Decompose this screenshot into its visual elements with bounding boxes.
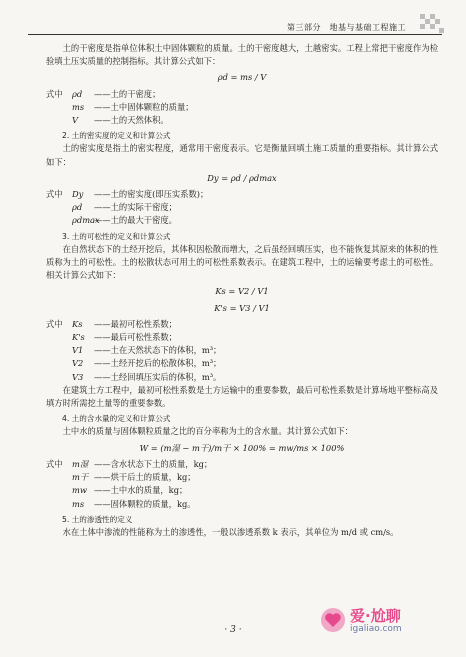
definitions-compactness bbox=[46, 188, 438, 228]
paragraph-looseness: 在自然状态下的土经开挖后，其体积因松散而增大，之后虽经回填压实，也不能恢复其原来的体积的性质称为土的可松性。土的松散状态可用土的可松性系数表示。在建筑工程中，土的运输要考虑土的可松性。相关计算公式如下： bbox=[46, 243, 438, 281]
checker-decoration bbox=[420, 14, 444, 34]
definition-row: V1 ——土在天然状态下的体积，m³； bbox=[72, 345, 222, 356]
section-heading-compactness: 2. 土的密实度的定义和计算公式 bbox=[62, 131, 171, 141]
definition-row: 式中 ρd ——土的干密度； bbox=[46, 88, 161, 99]
section-heading-moisture: 4. 土的含水量的定义和计算公式 bbox=[62, 414, 171, 424]
paragraph-looseness-usage: 在建筑土方工程中，最初可松性系数是土方运输中的重要参数，最后可松性系数是计算场地平整标高及填方时所需挖土量等的重要参数。 bbox=[46, 384, 438, 409]
definition-row: V ——土的天然体积。 bbox=[72, 115, 169, 126]
definitions-dry-density bbox=[46, 88, 438, 128]
definition-row: ms ——土中固体颗粒的质量； bbox=[72, 101, 194, 112]
paragraph-moisture: 土中水的质量与固体颗粒质量之比的百分率称为土的含水量。其计算公式如下： bbox=[62, 426, 353, 437]
page-number: · 3 · bbox=[224, 625, 242, 635]
paragraph-permeability: 水在土体中渗流的性能称为土的渗透性，一般以渗透系数 k 表示，其单位为 m/d 或 cm/s。 bbox=[62, 526, 399, 537]
watermark-brand: 爱·尬聊 bbox=[350, 607, 401, 625]
definitions-looseness bbox=[46, 318, 438, 384]
watermark-url: igaliao.com bbox=[350, 624, 402, 634]
definition-row: ρdmax ——土的最大干密度。 bbox=[72, 215, 177, 226]
definition-row: m干 ——烘干后土的质量，kg； bbox=[72, 472, 196, 483]
definition-row: ms ——固体颗粒的质量，kg。 bbox=[72, 498, 196, 509]
definition-row: K's ——最后可松性系数； bbox=[72, 332, 177, 343]
section-heading-looseness: 3. 土的可松性的定义和计算公式 bbox=[62, 231, 171, 241]
running-header: 第三部分 地基与基础工程施工 bbox=[287, 23, 406, 32]
definition-row: 式中 m湿 ——含水状态下土的质量，kg； bbox=[46, 458, 213, 469]
formula-dry-density: ρd = ms / V bbox=[217, 72, 267, 83]
header-rule bbox=[28, 34, 442, 35]
formula-compactness: Dy = ρd / ρdmax bbox=[207, 172, 277, 183]
formula-moisture: W = (m湿 − m干)/m干 × 100% = mw/ms × 100% bbox=[139, 442, 345, 453]
watermark bbox=[320, 605, 450, 639]
formula-final-looseness: K's = V3 / V1 bbox=[214, 302, 270, 313]
formula-initial-looseness: Ks = V2 / V1 bbox=[215, 286, 269, 297]
definitions-moisture bbox=[46, 458, 438, 511]
heart-logo-icon bbox=[320, 607, 346, 633]
definition-row: 式中 Ks ——最初可松性系数； bbox=[46, 318, 177, 329]
definition-row: mw ——土中水的质量，kg； bbox=[72, 485, 188, 496]
definition-row: V2 ——土经开挖后的松散体积，m³； bbox=[72, 358, 222, 369]
section-heading-permeability: 5. 土的渗透性的定义 bbox=[62, 514, 133, 524]
definition-row: 式中 Dy ——土的密实度(即压实系数)； bbox=[46, 189, 209, 200]
paragraph-dry-density: 土的干密度是指单位体积土中固体颗粒的质量。土的干密度越大，土越密实。工程上常把干密度作为检验填土压实质量的控制指标。其计算公式如下： bbox=[46, 43, 438, 67]
paragraph-compactness: 土的密实度是指土的密实程度，通常用干密度表示。它是衡量回填土施工质量的重要指标。其计算公式如下： bbox=[46, 143, 438, 167]
body-text bbox=[46, 42, 438, 539]
definition-row: ρd ——土的实际干密度； bbox=[72, 202, 177, 213]
definition-row: V3 ——土经回填压实后的体积，m³。 bbox=[72, 371, 222, 382]
